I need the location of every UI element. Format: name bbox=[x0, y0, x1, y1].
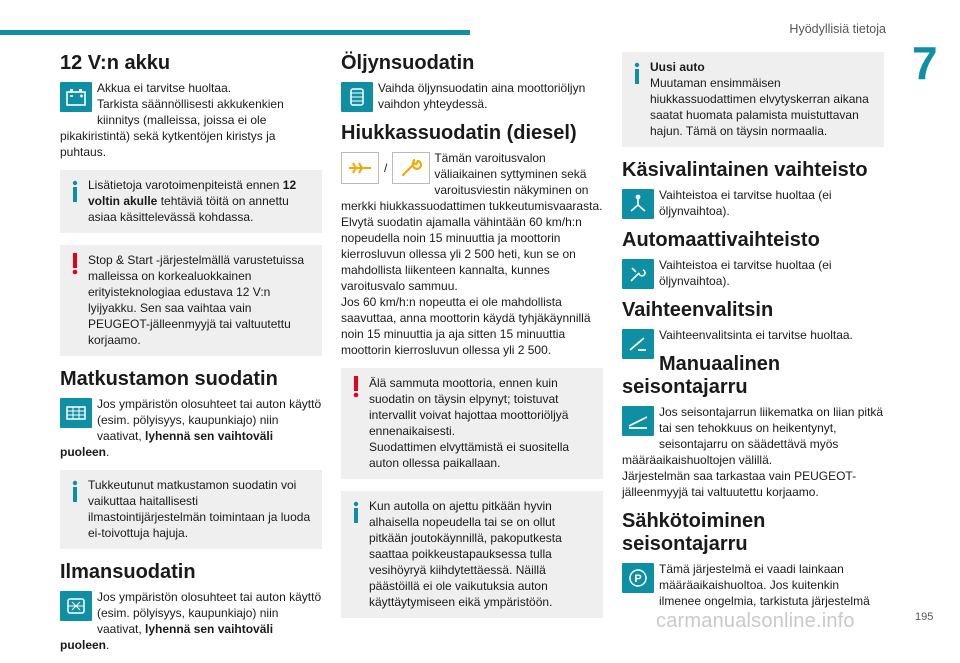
warning-text: Suodattimen elvyttämistä ei suositella auton ollessa paikallaan. bbox=[369, 440, 570, 470]
info-title: Uusi auto bbox=[650, 60, 705, 74]
paragraph-text: Tarkista säännöllisesti akkukenkien kiinnitys (malleissa, joissa ei ole pikakiristintä) sekä kytkentöjen kiristys ja puhtaus. bbox=[60, 97, 284, 159]
column-1 bbox=[60, 52, 322, 663]
paragraph-text-bold: lyhennä sen vaihtoväli puoleen bbox=[60, 429, 274, 459]
paragraph-text: Akkua ei tarvitse huoltaa. bbox=[97, 81, 232, 95]
paragraph-text: . bbox=[106, 445, 110, 459]
column-3 bbox=[622, 52, 884, 619]
gear-selector-icon bbox=[622, 329, 654, 359]
paragraph-text: Vaihteistoa ei tarvitse huoltaa (ei öljynvaihtoa). bbox=[659, 258, 832, 288]
paragraph bbox=[622, 404, 884, 500]
paragraph bbox=[60, 80, 322, 160]
watermark: carmanualsonline.info bbox=[656, 610, 855, 632]
service-wrench-icon bbox=[392, 152, 430, 184]
automatic-gearbox-icon bbox=[622, 259, 654, 289]
section-title: Matkustamon suodatin bbox=[60, 368, 278, 390]
info-box bbox=[622, 52, 884, 147]
header-accent-bar bbox=[0, 30, 470, 35]
paragraph-text: Tämän varoitusvalon väliaikainen syttyminen sekä varoitusviestin näkyminen on merkki hiukkassuodattimen tukkeutumisvaarasta. Elvytä suodatin ajamalla vähintään 60 km/h:n nopeudella noin 15 minuuttia ja moottorin kierrosluvun ollessa yli 2 500 heti, kun se on mahdollista liikenteen kannalta, kunnes varoitusvalo sammuu. bbox=[341, 151, 603, 293]
paragraph-text: Vaihteenvalitsinta ei tarvitse huoltaa. bbox=[659, 328, 853, 342]
parking-brake-lever-icon bbox=[622, 406, 654, 436]
warning-icon bbox=[351, 376, 361, 398]
svg-text:P: P bbox=[634, 573, 642, 585]
paragraph bbox=[622, 327, 884, 343]
section-manual-parking-brake bbox=[622, 353, 884, 500]
info-box bbox=[60, 170, 322, 233]
paragraph-text: Järjestelmän saa tarkastaa vain PEUGEOT-jälleenmyyjä tai valtuutettu korjaamo. bbox=[622, 469, 857, 499]
page-number: 195 bbox=[915, 611, 934, 623]
air-filter-icon bbox=[60, 591, 92, 621]
section-battery bbox=[60, 52, 322, 356]
battery-icon bbox=[60, 82, 92, 112]
paragraph bbox=[60, 396, 322, 460]
paragraph-text: Tämä järjestelmä ei vaadi lainkaan määräaikaishuoltoa. Jos kuitenkin ilmenee ongelmia, tarkistuta järjestelmä bbox=[659, 562, 870, 608]
section-title: Ilmansuodatin bbox=[60, 561, 196, 583]
section-title: Käsivalintainen vaihteisto bbox=[622, 159, 868, 181]
info-icon bbox=[70, 180, 80, 202]
section-title: Vaihteenvalitsin bbox=[622, 299, 774, 321]
icon-separator: / bbox=[384, 161, 388, 175]
section-manual-gearbox bbox=[622, 159, 884, 219]
info-text: Kun autolla on ajettu pitkään hyvin alhaisella nopeudella tai se on ollut pitkään joutokäynnillä, pakoputkesta saattaa poikkeustapauksessa tulla vesihöyryä kiihdytettäessä. Näillä päästöillä ei ole vaikutuksia auton käyttäytymiseen eikä ympäristöön. bbox=[369, 499, 562, 609]
section-electric-parking-brake bbox=[622, 510, 884, 609]
paragraph-text: Jos 60 km/h:n nopeutta ei ole mahdollista saavuttaa, anna moottorin käydä tyhjäkäynnillä noin 15 minuuttia ja aja sitten 15 minuuttia moottorin kierrosluvun ollessa yli 2 500. bbox=[341, 295, 591, 357]
section-title: Automaattivaihteisto bbox=[622, 229, 820, 251]
info-icon bbox=[70, 480, 80, 502]
section-gear-selector bbox=[622, 299, 884, 343]
paragraph bbox=[60, 589, 322, 653]
info-box bbox=[341, 491, 603, 618]
paragraph-text: Vaihda öljynsuodatin aina moottoriöljyn vaihdon yhteydessä. bbox=[378, 81, 586, 111]
warning-icon bbox=[70, 253, 80, 275]
cabin-filter-icon bbox=[60, 398, 92, 428]
info-text: Lisätietoja varotoimenpiteistä ennen bbox=[88, 178, 283, 192]
section-title: 12 V:n akku bbox=[60, 52, 171, 74]
electric-parking-brake-icon bbox=[622, 563, 654, 593]
paragraph bbox=[622, 561, 884, 609]
warning-text: Älä sammuta moottoria, ennen kuin suodatin on täysin elpynyt; toistuvat intervallit voivat hajottaa moottoriöljyä ennenaikaisesti. bbox=[369, 376, 569, 438]
warning-text: Stop & Start -järjestelmällä varustetuissa malleissa on korkealuokkainen erityisteknologiaa edustava 12 V:n lyijyakku. Sen saa vaihtaa vain PEUGEOT-jälleenmyyjä tai valtuutettu korjaamo. bbox=[88, 253, 305, 347]
info-text: tehtäviä töitä on annettu asiaa käsittelevässä kohdassa. bbox=[88, 194, 289, 224]
manual-gearbox-icon bbox=[622, 189, 654, 219]
section-title: Sähkötoiminen seisontajarru bbox=[622, 510, 766, 555]
info-icon bbox=[351, 501, 361, 523]
section-oil-filter bbox=[341, 52, 603, 112]
section-title: Hiukkassuodatin (diesel) bbox=[341, 122, 577, 144]
running-header: Hyödyllisiä tietoja bbox=[789, 22, 886, 36]
column-2 bbox=[341, 52, 603, 630]
info-icon bbox=[632, 62, 642, 84]
chapter-number: 7 bbox=[912, 37, 938, 89]
section-automatic-gearbox bbox=[622, 229, 884, 289]
section-title: Manuaalinen seisontajarru bbox=[622, 353, 781, 398]
particle-filter-warning-icon bbox=[341, 152, 379, 184]
warning-box bbox=[341, 368, 603, 479]
warning-box bbox=[60, 245, 322, 356]
info-text-bold: 12 voltin akulle bbox=[88, 178, 297, 208]
oil-filter-icon bbox=[341, 82, 373, 112]
section-title: Öljynsuodatin bbox=[341, 52, 475, 74]
paragraph-text-bold: lyhennä sen vaihtoväli puoleen bbox=[60, 622, 274, 652]
paragraph-text: . bbox=[106, 638, 110, 652]
icon-group bbox=[341, 152, 430, 184]
paragraph bbox=[622, 257, 884, 289]
info-text: Muutaman ensimmäisen hiukkassuodattimen elvytyskerran aikana saatat huomata palamista muistuttavan hajun. Tämä on täysin normaalia. bbox=[650, 76, 869, 138]
paragraph bbox=[341, 150, 603, 358]
paragraph bbox=[341, 80, 603, 112]
section-air-filter bbox=[60, 561, 322, 653]
paragraph bbox=[622, 187, 884, 219]
section-cabin-filter bbox=[60, 368, 322, 549]
paragraph-text: Jos seisontajarrun liikematka on liian pitkä tai sen tehokkuus on heikentynyt, seisontajarru on säädettävä myös määräaikaishuoltojen välillä. bbox=[622, 405, 884, 467]
info-text: Tukkeutunut matkustamon suodatin voi vaikuttaa haitallisesti ilmastointijärjestelmän toimintaan ja luoda ei-toivottuja hajuja. bbox=[88, 478, 311, 540]
paragraph-text: Jos ympäristön olosuhteet tai auton käyttö (esim. pölyisyys, kaupunkiajo) niin vaativat, bbox=[97, 590, 322, 636]
paragraph-text: Vaihteistoa ei tarvitse huoltaa (ei öljynvaihtoa). bbox=[659, 188, 832, 218]
paragraph-text: Jos ympäristön olosuhteet tai auton käyttö (esim. pölyisyys, kaupunkiajo) niin vaativat, bbox=[97, 397, 322, 443]
info-box bbox=[60, 470, 322, 549]
section-particle-filter bbox=[341, 122, 603, 618]
